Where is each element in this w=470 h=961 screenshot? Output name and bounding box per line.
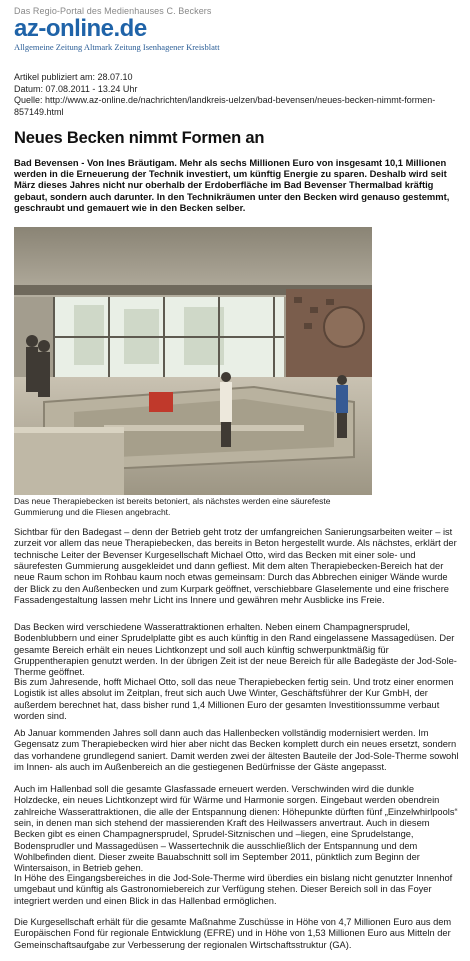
construction-site-photo xyxy=(14,227,372,495)
article-paragraph: Ab Januar kommenden Jahres soll dann auch das Hallenbecken vollständig modernisiert werden. Im Gegensatz zum Therapiebecken wird hier aber nicht das Becken komplett durch ein neues ersetzt, sondern das vorhandene grundlegend saniert. Damit werden zwei der ältesten Bauteile der Jod-Sole-Therme sowohl im Innen- als auch im Außenbereich an die gestiegenen Bedürfnisse der Gäste angepasst. xyxy=(14,728,459,773)
article-photo xyxy=(14,227,372,495)
article-paragraph: Sichtbar für den Badegast – denn der Betrieb geht trotz der umfangreichen Sanierungsarbeiten weiter – ist zurzeit vor allem das neue Therapiebecken, das bereits in Beton hergestellt wurde. Als nächstes, erklärt der technische Leiter der Bevenser Kurgesellschaft Michael Otto, wird das Becken mit einer sole- und säurefesten Gummierung ausgekleidet und dann gefliest. Mit dem alten Therapiebecken-Bereich hat der neue Raum schon im Rohbau kaum noch etwas gemeinsam: Durch das Abbrechen einiger Wände wurde der Blick zu den Außenbecken und zum Kurpark geöffnet, verschiebbare Glaselemente und eine frischere Fassadengestaltung lassen mehr Licht ins Innere und gewähren mehr Ausblicke ins Freie. xyxy=(14,527,457,606)
site-logo[interactable]: az-online.de xyxy=(14,15,147,42)
article-title: Neues Becken nimmt Formen an xyxy=(14,129,265,147)
source-url-continued[interactable]: 857149.html xyxy=(14,106,64,117)
article-lead: Bad Bevensen - Von Ines Bräutigam. Mehr als sechs Millionen Euro von insgesamt 10,1 Millionen werden in die Erneuerung der Technik investiert, um künftig Energie zu sparen. Deshalb wird seit März dieses Jahres nicht nur oberhalb der Erdoberfläche im Bad Bevenser Thermalbad kräftig gebaut, sondern auch darunter. In den Technikräumen unter den Becken wird genauso gestemmt, geschraubt und gemauert wie in den Becken selber. xyxy=(14,157,450,213)
article-meta xyxy=(14,72,459,118)
published-date: Artikel publiziert am: 28.07.10 xyxy=(14,72,133,82)
print-date: Datum: 07.08.2011 - 13.24 Uhr xyxy=(14,83,138,94)
article-paragraph: Bis zum Jahresende, hofft Michael Otto, soll das neue Therapiebecken fertig sein. Und trotz einer enormen Logistik ist alles absolut im Zeitplan, freut sich auch Uwe Winter, Geschäftsführer der Kur GmbH, der außerdem berechnet hat, dass bisher rund 1,4 Millionen Euro der gesamten Investitionssumme verbaut worden sind. xyxy=(14,677,454,722)
article-paragraph: Auch im Hallenbad soll die gesamte Glasfassade erneuert werden. Verschwinden wird die dunkle Holzdecke, ein neues Lichtkonzept wird für Wärme und Harmonie sorgen. Eingebaut werden obendrein zahlreiche Wasserattraktionen, die alle der Entspannung dienen: Höhepunkte dürften fünf „Einzelwhirlpools“ sein, in denen man sich stehend der massierenden Kraft des Heilwassers anvertraut. Auch in diesem Becken gibt es einen Champagnersprudel, Sprudel-Sitznischen und –liegen, eine Sprudelstange, Bodensprudler und Massagedüsen – Wassertechnik die ausschließlich der Entspannung und dem Wohlbefinden dient. Dieser zweite Bauabschnitt soll im September 2011, pünktlich zum Beginn der Wintersaison, in Betrieb gehen. xyxy=(14,784,458,874)
article-paragraph: In Höhe des Eingangsbereiches in die Jod-Sole-Therme wird überdies ein bislang nicht genutzter Innenhof umgebaut und künftig als Gastronomiebereich zur Verfügung stehen. Dieser Bereich soll in das Foyer integriert werden und einen Blick in das Hallenbad ermöglichen. xyxy=(14,873,453,906)
photo-caption: Das neue Therapiebecken ist bereits betoniert, als nächstes werden eine säurefeste Gummierung und die Fliesen angebracht. xyxy=(14,496,331,517)
newspaper-editions: Allgemeine Zeitung Altmark Zeitung Isenhagener Kreisblatt xyxy=(14,42,220,52)
portal-tagline: Das Regio-Portal des Medienhauses C. Beckers xyxy=(14,6,212,16)
article-paragraph: Das Becken wird verschiedene Wasserattraktionen erhalten. Neben einem Champagnersprudel, Bodenblubbern und einer Sprudelplatte gibt es auch künftig in den Rand eingelassene Massagedüsen. Der gesamte Bereich erhält ein neues Lichtkonzept und soll auch künftig schwerpunktmäßig für Gruppentherapien genutzt werden. In der übrigen Zeit ist der neue Bereich für alle Badegäste der Jod-Sole-Therme geöffnet. xyxy=(14,622,457,678)
masthead xyxy=(14,6,454,52)
source-url[interactable]: Quelle: http://www.az-online.de/nachrichten/landkreis-uelzen/bad-bevensen/neues-becken-nimmt-formen- xyxy=(14,95,436,105)
article-paragraph: Die Kurgesellschaft erhält für die gesamte Maßnahme Zuschüsse in Höhe von 4,7 Millionen Euro aus dem Europäischen Fond für regionale Entwicklung (EFRE) und in Höhe von 1,53 Millionen Euro aus Mitteln der Gemeinschaftsaufgabe zur Verbesserung der regionalen Wirtschaftsstruktur (GA). xyxy=(14,917,452,950)
